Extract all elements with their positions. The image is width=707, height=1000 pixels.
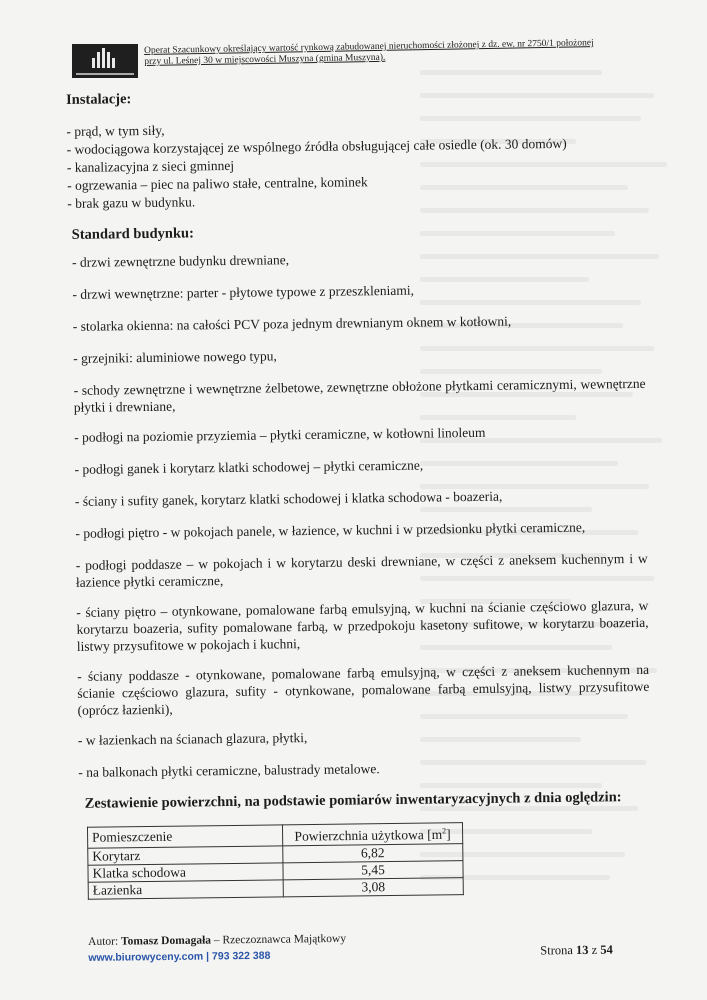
author-name: Tomasz Domagała	[120, 934, 212, 948]
list-item: - brak gazu w budynku.	[67, 194, 196, 211]
header-line-2: przy ul. Leśnej 30 w miejscowości Muszyna (gmina Muszyna).	[144, 52, 386, 67]
list-item: - drzwi zewnętrzne budynku drewniane,	[71, 252, 290, 270]
column-header-room: Pomieszczenie	[87, 825, 282, 848]
column-header-area: Powierzchnia użytkowa $[m^2]$	[282, 823, 462, 846]
room-name: Klatka schodowa	[88, 862, 283, 881]
building-standard-heading: Standard budynku:	[71, 225, 194, 243]
header-line-1: Operat Szacunkowy określający wartość rynkową zabudowanej nieruchomości złożonej z dz. ew. nr 2750/1 położonej	[144, 38, 594, 56]
list-item: - podłogi poddasze – w pokojach i w korytarzu deski drewniane, w części z aneksem kuchennym i w łazience płytki ceramiczne,	[75, 550, 648, 590]
list-item: - podłogi piętro - w pokojach panele, w łazience, w kuchni i w przedsionku płytki ceramiczne,	[75, 519, 586, 541]
contact-line: www.biurowyceny.com | 793 322 388	[88, 949, 271, 964]
room-area: 6,82	[283, 843, 463, 862]
list-item: - w łazienkach na ścianach glazura, płytki,	[77, 730, 308, 748]
list-item: - prąd, w tym siły,	[66, 122, 165, 139]
room-name: Korytarz	[88, 845, 283, 864]
list-item: - stolarka okienna: na całości PCV poza jednym drewnianym oknem w kotłowni,	[72, 313, 512, 334]
page-footer	[88, 927, 648, 966]
area-table	[87, 822, 464, 899]
list-item: - ściany piętro – otynkowane, pomalowane farbą emulsyjną, w kuchni na ścianie częściowo glazura, w korytarzu boazeria, sufity pomalowane farbą, w przedpokoju kasetony sufitowe, w korytarzu boazeria, listwy przysufitowe w pokojach i kuchni,	[76, 597, 649, 654]
page-number: Strona 13 z 54	[540, 942, 613, 958]
main-content	[62, 85, 652, 900]
list-item: - drzwi wewnętrzne: parter - płytowe typowe z przeszkleniami,	[72, 282, 415, 302]
building-standard-list	[72, 247, 650, 781]
header-title	[144, 37, 644, 68]
list-item: - grzejniki: aluminiowe nowego typu,	[73, 348, 277, 366]
installations-list	[66, 116, 643, 213]
list-item: - ściany poddasze - otynkowane, pomalowane farbą emulsyjną, w części z aneksem kuchennym na ścianie częściowo glazura, sufity - otynkowane, pomalowane farbą emulsyjną, listwy przysufitowe (oprócz łazienki),	[77, 661, 650, 718]
list-item: - ściany i sufity ganek, korytarz klatki schodowej i klatka schodowa - boazeria,	[74, 488, 503, 509]
list-item: - na balkonach płytki ceramiczne, balustrady metalowe.	[78, 761, 380, 780]
room-area: 5,45	[283, 860, 463, 879]
area-summary-heading: Zestawienie powierzchni, na podstawie pomiarów inwentaryzacyjnych z dnia oględzin:	[84, 789, 622, 812]
room-name: Łazienka	[88, 879, 283, 898]
list-item: - kanalizacyjna z sieci gminnej	[66, 157, 235, 175]
installations-heading: Instalacje:	[65, 91, 132, 108]
room-area: 3,08	[283, 877, 463, 896]
author-line: Autor: Tomasz Domagała – Rzeczoznawca Majątkowy	[88, 932, 347, 948]
list-item: - schody zewnętrzne i wewnętrzne żelbetowe, zewnętrzne obłożone płytkami ceramicznymi, wewnętrzne płytki i drewniane,	[73, 375, 646, 415]
company-logo	[72, 44, 138, 78]
list-item: - podłogi ganek i korytarz klatki schodowej – płytki ceramiczne,	[74, 457, 424, 477]
list-item: - podłogi na poziomie przyziemia – płytki ceramiczne, w kotłowni linoleum	[74, 424, 486, 445]
list-item: - ogrzewania – piec na paliwo stałe, centralne, kominek	[67, 174, 368, 193]
page-header	[72, 38, 632, 78]
list-item: - wodociągowa korzystającej ze wspólnego źródła obsługującej całe osiedle (ok. 30 domów)	[66, 135, 567, 157]
